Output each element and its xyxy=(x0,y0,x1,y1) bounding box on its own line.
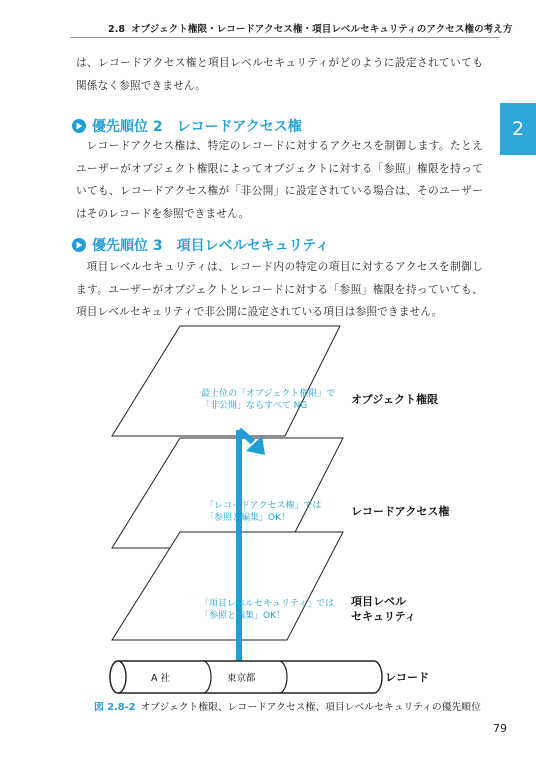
page-number: 79 xyxy=(493,722,507,735)
note-field-line-2: 「参照と編集」OK！ xyxy=(200,611,285,621)
label-record: レコード xyxy=(385,671,429,684)
figure-number: 図 2.8-2 xyxy=(94,702,136,713)
paragraph-intro: は、レコードアクセス権と項目レベルセキュリティがどのように設定されていても関係なく参照できません。 xyxy=(76,57,483,92)
note-record-access xyxy=(205,500,321,524)
layer-plane-object xyxy=(112,326,340,436)
running-head-section: 2.8 xyxy=(108,24,126,35)
note-field-line-1: 「項目レベルセキュリティ」では xyxy=(200,599,335,609)
running-head-title: オブジェクト権限・レコードアクセス権・項目レベルセキュリティのアクセス権の考え方 xyxy=(131,24,513,35)
label-field-line-2: セキュリティ xyxy=(351,610,416,623)
chapter-number: 2 xyxy=(511,118,525,140)
note-field-security xyxy=(200,598,334,622)
note-object-line-2: 「非公開」ならすべて NG xyxy=(201,401,308,411)
heading-priority-2-text: 優先順位 2 レコードアクセス権 xyxy=(92,119,302,135)
label-field-line-1: 項目レベル xyxy=(351,595,406,608)
note-record-line-1: 「レコードアクセス権」では xyxy=(205,501,322,511)
note-object-permission xyxy=(201,388,335,412)
label-field-security xyxy=(351,594,416,624)
paragraph-field-security: 項目レベルセキュリティは、レコード内の特定の項目に対するアクセスを制御します。ユーザーがオブジェクトとレコードに対する「参照」権限を持っていても、項目レベルセキュリティで非公開に設定されている項目は参照できません。 xyxy=(76,261,483,318)
figure-caption xyxy=(94,699,481,713)
record-cell-prefecture: 東京都 xyxy=(227,673,256,684)
paragraph-record-access: レコードアクセス権は、特定のレコードに対するアクセスを制御します。たとえユーザーがオブジェクト権限によってオブジェクトに対する「参照」権限を持っていても、レコードアクセス権が「非公開」に設定されている場合は、そのユーザーはそのレコードを参照できません。 xyxy=(76,140,483,220)
note-record-line-2: 「参照と編集」OK！ xyxy=(205,513,290,523)
note-object-line-1: 最上位の「オブジェクト権限」で xyxy=(201,389,336,399)
heading-priority-3-text: 優先順位 3 項目レベルセキュリティ xyxy=(92,238,330,254)
figure-caption-text: オブジェクト権限、レコードアクセス権、項目レベルセキュリティの優先順位 xyxy=(140,702,481,713)
label-record-access xyxy=(351,504,449,519)
label-record-line-1: レコードアクセス権 xyxy=(351,505,450,518)
record-cell-company: A 社 xyxy=(151,673,171,684)
label-object-permission xyxy=(351,392,438,407)
label-object-line-1: オブジェクト権限 xyxy=(351,393,439,406)
